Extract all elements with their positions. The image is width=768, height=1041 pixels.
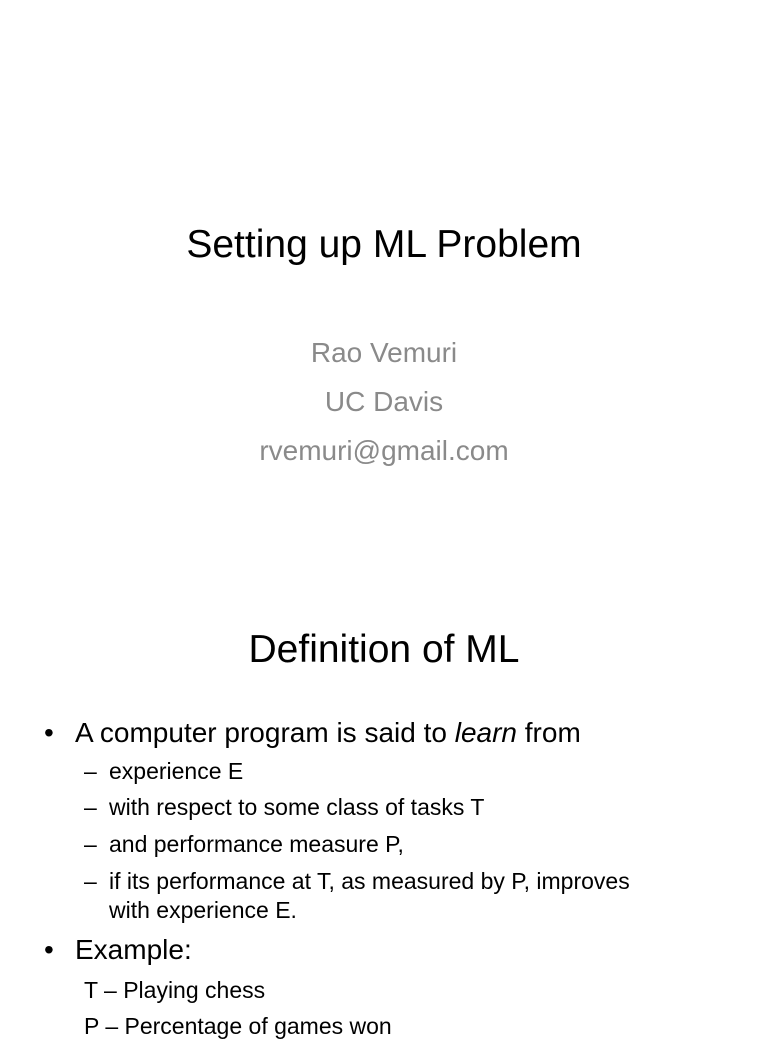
example-line: T – Playing chess: [84, 977, 266, 1003]
sub-item-text: experience E: [109, 758, 244, 784]
sub-item: [84, 757, 724, 786]
bullet-text-suffix: from: [517, 717, 581, 748]
sub-item-text: and performance measure P,: [109, 831, 404, 857]
author-name: Rao Vemuri: [310, 337, 458, 368]
slide-definition: [0, 576, 768, 1039]
example-line: P – Percentage of games won: [84, 1013, 392, 1039]
bullet-icon: •: [44, 717, 54, 748]
sub-item-text: if its performance at T, as measured by P, improves: [109, 868, 630, 894]
slide-definition-heading: Definition of ML: [248, 628, 520, 671]
bullet-item: [44, 933, 192, 967]
sub-item: [84, 830, 724, 859]
bullet-emphasis: learn: [454, 717, 517, 748]
bullet-text: A computer program is said to: [75, 717, 455, 748]
bullet-icon: •: [44, 934, 54, 965]
bullet-item: [44, 716, 581, 750]
dash-icon: –: [84, 868, 97, 894]
dash-icon: –: [84, 831, 97, 857]
author-affiliation: UC Davis: [324, 386, 444, 417]
sub-item: [84, 793, 724, 822]
dash-icon: –: [84, 794, 97, 820]
sub-item-text-continued: with experience E.: [109, 897, 297, 923]
bullet-text: Example:: [75, 934, 192, 965]
author-email: rvemuri@gmail.com: [259, 435, 509, 466]
sub-item: [84, 867, 724, 925]
dash-icon: –: [84, 758, 97, 784]
sub-item-text: with respect to some class of tasks T: [109, 794, 485, 820]
slide-title-heading: Setting up ML Problem: [186, 223, 582, 266]
